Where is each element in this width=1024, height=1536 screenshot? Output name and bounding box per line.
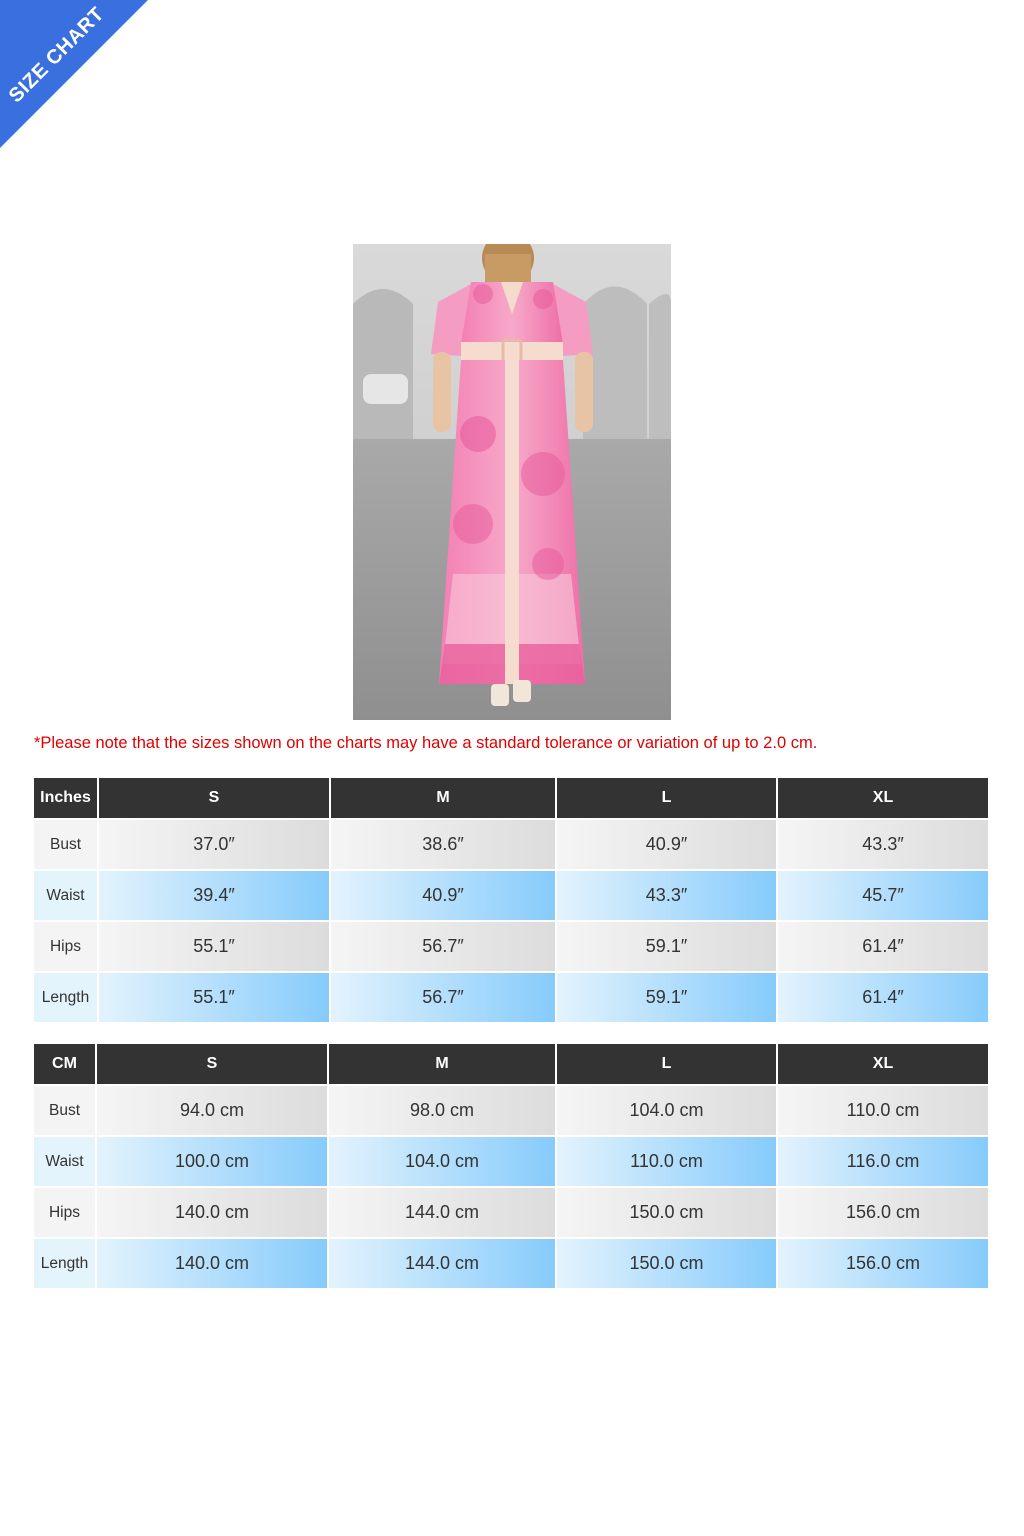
table-cell: 116.0 cm (778, 1137, 988, 1186)
table-cell: 156.0 cm (778, 1188, 988, 1237)
table-cell: 150.0 cm (557, 1188, 776, 1237)
table-cell: 56.7″ (331, 973, 555, 1022)
table-row (34, 973, 988, 1022)
table-cell: 150.0 cm (557, 1239, 776, 1288)
header-cell-xl: XL (778, 1044, 988, 1084)
table-cell: 144.0 cm (329, 1188, 555, 1237)
inches-size-table (32, 776, 990, 1024)
table-row (34, 922, 988, 971)
table-row (34, 1239, 988, 1288)
row-label: Bust (34, 1086, 95, 1135)
table-cell: 40.9″ (557, 820, 776, 869)
table-cell: 39.4″ (99, 871, 329, 920)
table-cell: 55.1″ (99, 973, 329, 1022)
table-cell: 144.0 cm (329, 1239, 555, 1288)
product-photo (353, 244, 671, 720)
table-header-row (34, 1044, 988, 1084)
table-cell: 37.0″ (99, 820, 329, 869)
table-cell: 56.7″ (331, 922, 555, 971)
table-row (34, 1137, 988, 1186)
size-chart-ribbon (0, 0, 150, 150)
table-row (34, 1188, 988, 1237)
table-cell: 59.1″ (557, 922, 776, 971)
table-cell: 104.0 cm (329, 1137, 555, 1186)
header-cell-l: L (557, 1044, 776, 1084)
table-row (34, 871, 988, 920)
table-cell: 55.1″ (99, 922, 329, 971)
table-cell: 98.0 cm (329, 1086, 555, 1135)
header-cell-s: S (97, 1044, 327, 1084)
table-cell: 61.4″ (778, 973, 988, 1022)
table-cell: 43.3″ (778, 820, 988, 869)
table-cell: 156.0 cm (778, 1239, 988, 1288)
row-label: Hips (34, 922, 97, 971)
header-cell-m: M (329, 1044, 555, 1084)
table-cell: 40.9″ (331, 871, 555, 920)
row-label: Length (34, 973, 97, 1022)
header-cell-l: L (557, 778, 776, 818)
table-cell: 110.0 cm (778, 1086, 988, 1135)
tolerance-note: *Please note that the sizes shown on the charts may have a standard tolerance or variation of up to 2.0 cm. (34, 734, 818, 752)
header-cell-s: S (99, 778, 329, 818)
table-cell: 43.3″ (557, 871, 776, 920)
table-row (34, 820, 988, 869)
row-label: Waist (34, 1137, 95, 1186)
table-header-row (34, 778, 988, 818)
table-cell: 100.0 cm (97, 1137, 327, 1186)
table-cell: 38.6″ (331, 820, 555, 869)
cm-size-table (32, 1042, 990, 1290)
table-cell: 140.0 cm (97, 1239, 327, 1288)
table-cell: 45.7″ (778, 871, 988, 920)
header-cell-unit: CM (34, 1044, 95, 1084)
table-cell: 94.0 cm (97, 1086, 327, 1135)
row-label: Bust (34, 820, 97, 869)
dress-illustration (353, 244, 671, 720)
table-cell: 59.1″ (557, 973, 776, 1022)
header-cell-m: M (331, 778, 555, 818)
table-cell: 61.4″ (778, 922, 988, 971)
table-cell: 140.0 cm (97, 1188, 327, 1237)
row-label: Length (34, 1239, 95, 1288)
ribbon-label: SIZE CHART (4, 3, 109, 108)
header-cell-xl: XL (778, 778, 988, 818)
row-label: Waist (34, 871, 97, 920)
header-cell-unit: Inches (34, 778, 97, 818)
row-label: Hips (34, 1188, 95, 1237)
table-cell: 110.0 cm (557, 1137, 776, 1186)
table-cell: 104.0 cm (557, 1086, 776, 1135)
table-row (34, 1086, 988, 1135)
